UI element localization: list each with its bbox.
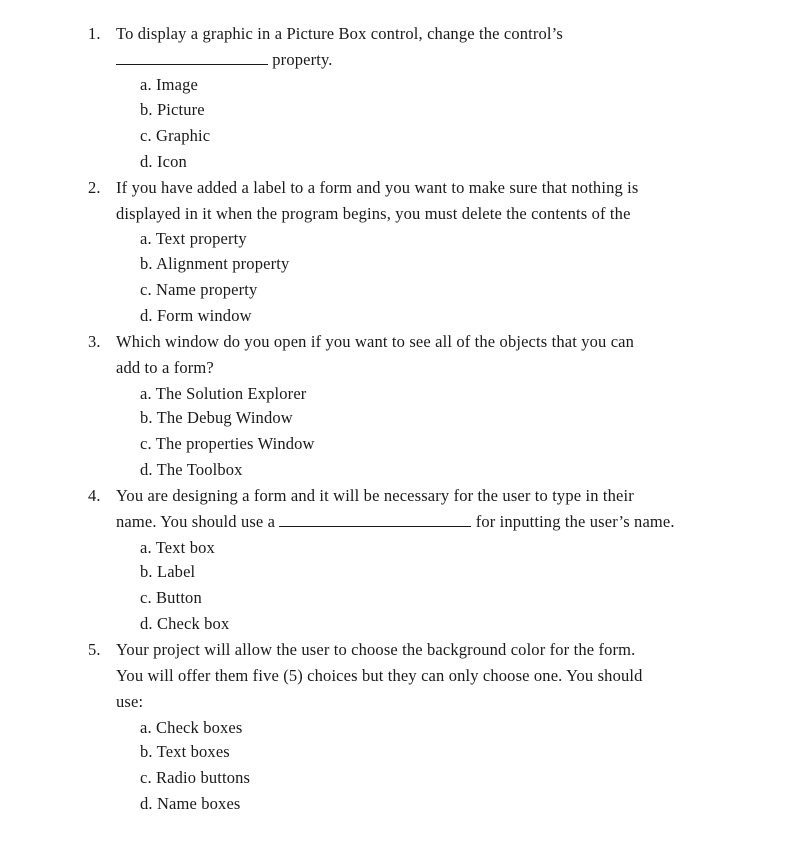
option-letter: d. <box>140 794 153 813</box>
question-3-text-line1: Which window do you open if you want to see all of the objects that you can <box>116 332 635 351</box>
question-2-option-b[interactable] <box>140 254 289 274</box>
question-1-number: 1. <box>88 24 101 43</box>
option-letter: b. <box>140 742 153 761</box>
question-2-text-line1: If you have added a label to a form and you want to make sure that nothing is <box>116 178 639 197</box>
question-2-number: 2. <box>88 178 101 197</box>
question-4-text-after-blank: for inputting the user’s name. <box>475 512 675 531</box>
option-text: Radio buttons <box>156 768 251 787</box>
option-text: The Solution Explorer <box>155 384 307 403</box>
option-letter: b. <box>140 408 153 427</box>
question-5-text-line3: use: <box>116 692 144 711</box>
question-5-option-a[interactable] <box>140 718 242 738</box>
option-letter: d. <box>140 306 153 325</box>
option-text: Check box <box>156 614 230 633</box>
question-5-option-b[interactable] <box>140 742 230 762</box>
question-3-option-c[interactable] <box>140 434 315 454</box>
option-letter: b. <box>140 254 153 273</box>
option-letter: a. <box>140 384 152 403</box>
question-4-option-a[interactable] <box>140 538 215 558</box>
option-text: Text box <box>155 538 215 557</box>
question-5-text-line2: You will offer them five (5) choices but they can only choose one. You should <box>116 666 643 685</box>
question-4-number: 4. <box>88 486 101 505</box>
option-letter: a. <box>140 229 152 248</box>
option-letter: c. <box>140 768 152 787</box>
option-text: Alignment property <box>156 254 290 273</box>
option-letter: a. <box>140 75 152 94</box>
answer-blank[interactable] <box>116 51 268 65</box>
option-letter: c. <box>140 126 152 145</box>
question-1-option-b[interactable] <box>140 100 205 120</box>
option-text: Text property <box>155 229 247 248</box>
answer-blank[interactable] <box>279 513 471 527</box>
question-4-option-d[interactable] <box>140 614 229 634</box>
option-text: Form window <box>156 306 252 325</box>
option-letter: d. <box>140 460 153 479</box>
option-letter: a. <box>140 718 152 737</box>
option-text: Icon <box>156 152 187 171</box>
option-letter: b. <box>140 562 153 581</box>
option-letter: c. <box>140 588 152 607</box>
question-4-option-b[interactable] <box>140 562 195 582</box>
question-5-number: 5. <box>88 640 101 659</box>
option-letter: b. <box>140 100 153 119</box>
option-text: Name boxes <box>156 794 241 813</box>
option-text: Image <box>156 75 199 94</box>
option-text: The Debug Window <box>156 408 293 427</box>
question-2-option-d[interactable] <box>140 306 252 326</box>
question-1-option-a[interactable] <box>140 75 198 95</box>
question-1-text-line1: To display a graphic in a Picture Box control, change the control’s <box>116 24 563 43</box>
question-1-option-c[interactable] <box>140 126 210 146</box>
question-2-option-a[interactable] <box>140 229 247 249</box>
option-text: The Toolbox <box>156 460 243 479</box>
question-1-text-line2 <box>116 50 333 70</box>
question-2-text-line2: displayed in it when the program begins, you must delete the contents of the <box>116 204 631 223</box>
question-3-option-d[interactable] <box>140 460 243 480</box>
option-text: The properties Window <box>155 434 315 453</box>
option-text: Name property <box>156 280 258 299</box>
question-4-option-c[interactable] <box>140 588 202 608</box>
option-text: Picture <box>156 100 205 119</box>
question-5-option-d[interactable] <box>140 794 241 814</box>
option-letter: d. <box>140 614 153 633</box>
question-2-option-c[interactable] <box>140 280 257 300</box>
question-3-option-a[interactable] <box>140 384 306 404</box>
question-1-text-after-blank: property. <box>272 50 333 69</box>
option-text: Button <box>156 588 202 607</box>
option-letter: c. <box>140 280 152 299</box>
option-text: Graphic <box>156 126 211 145</box>
question-3-text-line2: add to a form? <box>116 358 214 377</box>
question-5-text-line1: Your project will allow the user to choose the background color for the form. <box>116 640 636 659</box>
option-letter: d. <box>140 152 153 171</box>
option-letter: a. <box>140 538 152 557</box>
question-3-number: 3. <box>88 332 101 351</box>
question-3-option-b[interactable] <box>140 408 293 428</box>
option-text: Check boxes <box>156 718 243 737</box>
question-4-text-before-blank: name. You should use a <box>116 512 276 531</box>
question-4-text-line1: You are designing a form and it will be necessary for the user to type in their <box>116 486 634 505</box>
option-text: Text boxes <box>156 742 230 761</box>
question-4-text-line2 <box>116 512 675 532</box>
option-text: Label <box>156 562 196 581</box>
question-5-option-c[interactable] <box>140 768 250 788</box>
question-1-option-d[interactable] <box>140 152 187 172</box>
option-letter: c. <box>140 434 152 453</box>
